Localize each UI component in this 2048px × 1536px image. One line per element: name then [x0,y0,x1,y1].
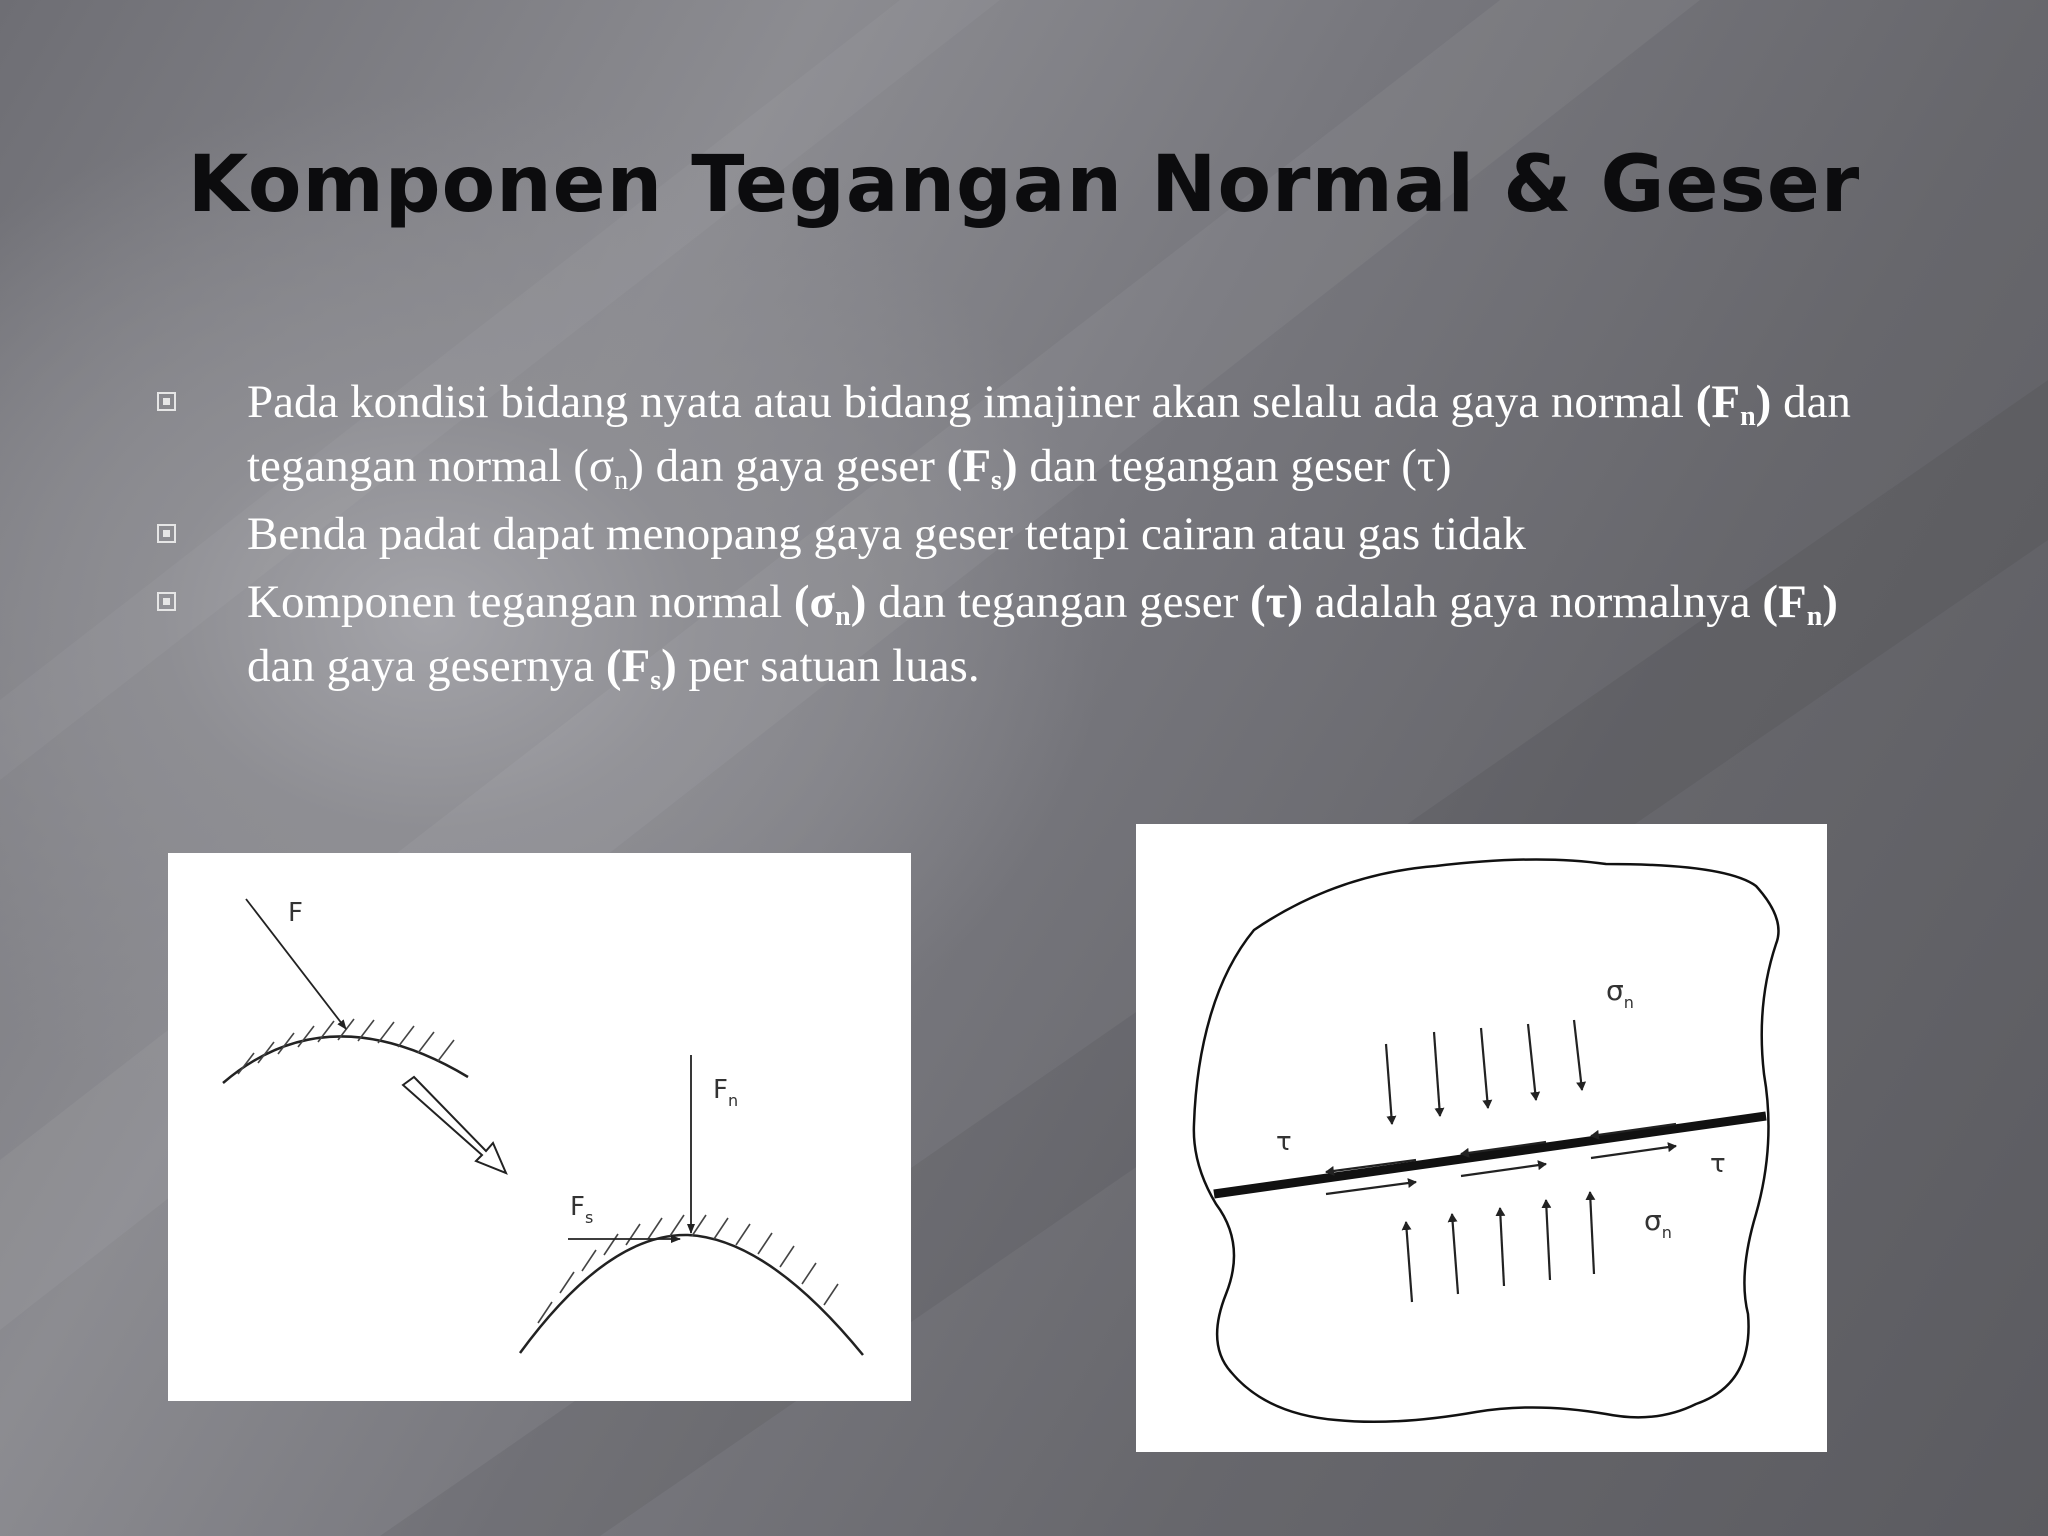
bullet-square-icon [157,592,176,611]
force-label: F [288,898,303,928]
subscript: n [1806,601,1823,632]
tau-right-label: τ [1710,1149,1726,1179]
bullet-text: ) dan gaya geser [628,440,947,492]
bullet-list [155,370,1875,702]
transition-arrow-icon [403,1077,506,1173]
bullet-text: dan tegangan normal (σ [247,376,1851,492]
bullet-text: Pada kondisi bidang nyata atau bidang imajiner akan selalu ada gaya normal [247,376,1696,428]
bullet-item [155,370,1875,498]
subscript: s [650,665,662,696]
bullet-text: ) [850,576,867,628]
bullet-text: Benda padat dapat menopang gaya geser tetapi cairan atau gas tidak [247,508,1526,560]
bullet-text: ) [1822,576,1838,628]
bullet-text: adalah gaya normalnya [1302,576,1763,628]
bullet-text: dan tegangan geser (τ) [1017,440,1452,492]
slide-title: Komponen Tegangan Normal & Geser [187,140,1861,230]
subscript: s [991,465,1002,496]
bullet-text: ) [1755,376,1772,428]
bullet-item [155,570,1875,698]
shear-force-label: $F_s$ [570,1192,594,1227]
bullet-text: ) [1001,440,1018,492]
bullet-text: dan gaya gesernya [247,640,606,692]
subscript: n [614,465,629,496]
upper-surface-arc [223,1019,468,1093]
bullet-text: (F [605,640,651,692]
bullet-text: per satuan luas. [676,640,980,692]
bullet-text: dan tegangan geser [866,576,1251,628]
normal-force-label: $F_n$ [713,1075,739,1110]
tau-left-label: τ [1276,1127,1292,1157]
subscript: n [835,601,851,632]
bullet-text: (F [1762,576,1807,628]
bullet-item [155,502,1875,566]
bullet-text: (F [1695,376,1741,428]
bullet-text: ) [661,640,677,692]
bullet-text: (F [946,440,992,492]
lower-surface-arc [520,1215,863,1355]
sigma-top-label: $\sigma_n$ [1606,974,1634,1012]
bullet-text: (τ) [1250,576,1303,628]
bullet-text: (σ [793,576,836,628]
stress-components-figure [1136,824,1827,1452]
bullet-square-icon [157,524,176,543]
sigma-bottom-label: $\sigma_n$ [1644,1204,1672,1242]
bullet-text: Komponen tegangan normal [247,576,794,628]
bullet-square-icon [157,392,176,411]
subscript: n [1740,401,1756,432]
force-decomposition-figure [168,853,911,1401]
